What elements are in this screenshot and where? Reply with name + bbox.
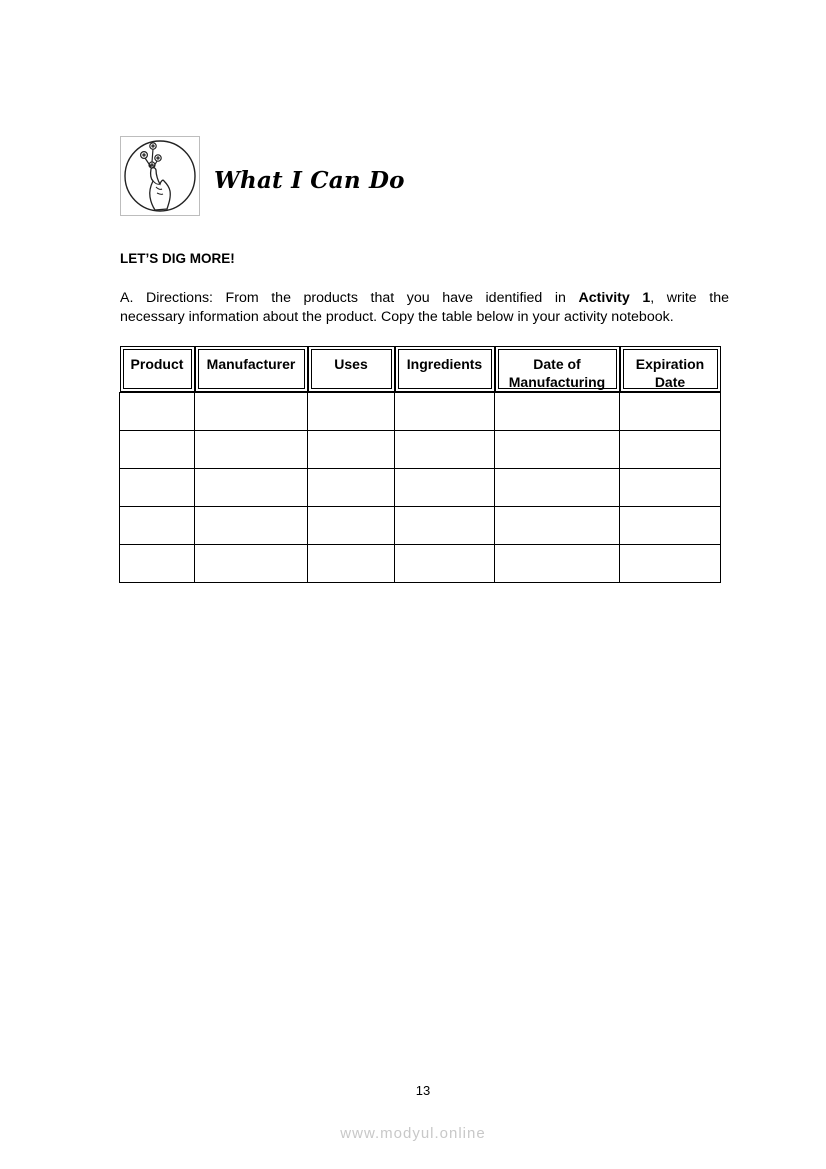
header-text: Product (130, 356, 184, 372)
table-cell (195, 431, 308, 469)
table-row (120, 431, 721, 469)
column-header-uses (308, 346, 395, 393)
activity-reference: Activity 1 (578, 290, 651, 306)
table-cell (308, 507, 395, 545)
header-text: Expiration (635, 356, 705, 372)
section-icon-frame (120, 136, 200, 216)
table-cell (395, 545, 495, 583)
table-cell (495, 469, 620, 507)
column-header-date-of-manufacturing (495, 346, 620, 393)
directions-line-1 (120, 289, 729, 308)
table-cell (620, 469, 721, 507)
header-text: Manufacturing (508, 374, 606, 390)
table-cell (395, 393, 495, 431)
header-text: Ingredients (406, 356, 483, 372)
table-cell (308, 393, 395, 431)
table-cell (120, 393, 195, 431)
section-title: What I Can Do (214, 167, 405, 194)
table-cell (195, 469, 308, 507)
table-cell (308, 469, 395, 507)
table-cell (620, 431, 721, 469)
table-cell (495, 393, 620, 431)
directions-paragraph (120, 289, 729, 327)
table-cell (395, 469, 495, 507)
table-cell (195, 507, 308, 545)
table-header-row (120, 346, 721, 393)
table-cell (620, 393, 721, 431)
table-cell (120, 545, 195, 583)
table-cell (395, 431, 495, 469)
table-cell (308, 431, 395, 469)
column-header-ingredients (395, 346, 495, 393)
table-row (120, 469, 721, 507)
table-cell (195, 393, 308, 431)
table-cell (308, 545, 395, 583)
column-header-manufacturer (195, 346, 308, 393)
table-cell (620, 507, 721, 545)
directions-prefix: A. Directions: From the products that you have identified in (120, 290, 579, 306)
table-cell (195, 545, 308, 583)
header-text: Uses (334, 356, 368, 372)
product-info-table (119, 346, 721, 583)
column-header-product (120, 346, 195, 393)
table-cell (395, 507, 495, 545)
table-row (120, 545, 721, 583)
table-cell (495, 545, 620, 583)
header-text: Date (654, 374, 686, 390)
table-cell (620, 545, 721, 583)
table-cell (120, 469, 195, 507)
table-row (120, 507, 721, 545)
column-header-expiration-date (620, 346, 721, 393)
table-cell (495, 431, 620, 469)
page-number: 13 (415, 1083, 431, 1098)
table-row (120, 393, 721, 431)
directions-suffix: , write the (650, 290, 729, 306)
table-cell (495, 507, 620, 545)
directions-line-2: necessary information about the product. Copy the table below in your activity notebook. (120, 309, 674, 325)
header-text: Date of (533, 356, 581, 372)
subheading: LET’S DIG MORE! (120, 251, 235, 266)
table-cell (120, 507, 195, 545)
hand-holding-flowers-icon (121, 137, 199, 215)
header-text: Manufacturer (206, 356, 296, 372)
watermark: www.modyul.online (340, 1125, 486, 1142)
table-cell (120, 431, 195, 469)
